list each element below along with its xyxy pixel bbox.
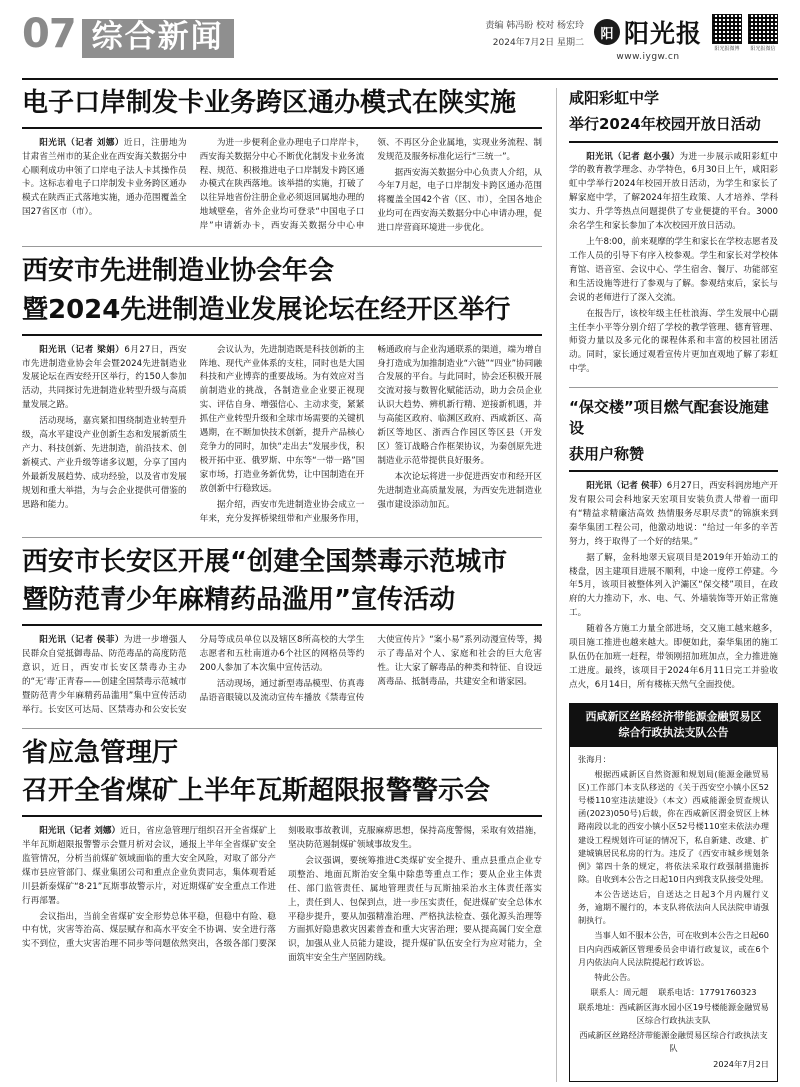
byline: 阳光讯: [586, 151, 614, 162]
byline-reporter: （记者 刘娜）: [66, 137, 124, 148]
notice-addressee: 张海月：: [578, 753, 611, 764]
paragraph-text: 为进一步增强人民群众自觉抵御毒品、防范毒品的高度防范意识，近日，西安市长安区禁毒办主办的“无‘毒’正青春——创建全国禁毒示范城市暨防范青少年麻精药品滥用”集中宣传活动举行。长安区可达局、区禁毒办和公安长安分局等成员单位以及辖区8所高校的大学生志愿者和五杜南道办6个社区的网格员等约200人参加了本次集中宣传活动。: [22, 635, 365, 715]
paragraph: 上午8:00，前来观摩的学生和家长在学校志愿者及工作人员的引导下有序入校参观。学生和家长对学校体育馆、语音室、会议中心、学生宿舍、餐厅、功能部室和生活设施等进行了参观与了解。参观结束后，家长与会说的老师进行了深入交流。: [569, 237, 778, 303]
notice-address-line-2: 西咸新区丝路经济带能源金融贸易区综合行政执法支队: [579, 1030, 768, 1054]
masthead: [22, 11, 778, 72]
paragraph-text: 6月27日，西安市先进制造业协会年会暨2024先进制造业发展论坛在西安经开区举行，约150人参加活动，共同探讨先进制造业转型升级与高质量发展之路。: [22, 344, 187, 411]
notice-address-line-1: 联系地址：西咸新区海水园小区19号楼能源金融贸易区综合行政执法支队: [578, 1002, 769, 1026]
article-manufacturing-forum: [22, 256, 542, 526]
sidebar-1-headline-line-1: 咸阳彩虹中学: [569, 89, 660, 107]
byline: 阳光讯: [39, 137, 67, 148]
divider: [22, 728, 542, 729]
sidebar-2-body: [569, 480, 778, 693]
credits-line-1: 责编 韩冯盼 校对 杨宏玲: [485, 21, 584, 31]
notice-paragraph: 当事人如不服本公告，可在收到本公告之日起60日内向西咸新区管理委员会申请行政复议，或在6个月内依法向人民法院提起行政诉讼。: [578, 930, 769, 967]
sidebar-article-gas-facility: [569, 397, 778, 693]
qr-weibo-caption: 阳光报微博: [714, 46, 740, 52]
website-url: www.iygw.cn: [616, 52, 680, 62]
article-2-headline-line-2: 暨2024先进制造业发展论坛在经开区举行: [22, 294, 511, 325]
paragraph: 随着各方施工力量全部进场，交又施工越来越多，项目施工推进也越来越大。即便如此，秦华集团的施工队伍仍在加班一赶程，带领刚招加班加点，全力推进施工进度。最终，该项目于2024年6月11日完工并验收点火，6月14日，所有楼栋天然气全面投使。: [569, 624, 778, 690]
paragraph: 据西安海关数据分中心负责人介绍，从今年7月起，电子口岸制发卡跨区通办范围将覆盖全国42个省（区、市），全国各地企业均可在西安海关数据分中心申请办理，促进口岸营商环境进一步优化。: [377, 167, 542, 234]
article-4-rule: [22, 815, 542, 817]
page-body: [22, 88, 778, 1082]
side-column: [556, 88, 778, 1082]
paragraph: [569, 480, 778, 550]
article-3-headline-line-2: 暨防范青少年麻精药品滥用”宣传活动: [22, 585, 456, 616]
paragraph: [569, 151, 778, 235]
paragraph: 本次论坛将进一步促进西安市和经开区先进制造业高质量发展，为西安先进制造业强市建设添动加瓦。: [377, 471, 542, 510]
logo-row: [594, 14, 702, 50]
byline-reporter: （记者 梁娟）: [66, 344, 125, 355]
paragraph: 活动现场，通过新型毒品模型、仿真毒品语音眼镜以及流动宣传车播放《禁毒宣传大使宣传片》“案小易”系列动漫宣传等，揭示了毒品对个人、家庭和社会的巨大危害性。让大家了解毒品的种类和特征、自设远离毒品、抵制毒品，共建安全和谐家园。: [199, 635, 542, 703]
article-1-headline: 电子口岸制发卡业务跨区通办模式在陕实施: [22, 88, 517, 118]
byline-reporter: （记者 刘娜）: [65, 826, 121, 836]
notice-contact-person: [578, 986, 769, 999]
section-title: 综合新闻: [82, 19, 234, 58]
notice-header-line-1: 西咸新区丝路经济带能源金融贸易区: [585, 709, 762, 723]
masthead-right: [485, 14, 778, 62]
byline: 阳光讯: [39, 635, 67, 646]
article-coal-mine-safety: [22, 738, 542, 967]
paragraph: 在报告厅，该校年级主任杜浪海、学生发展中心副主任李小平等分别介绍了学校的教学管理、德育管理、师资力量以及多元化的课程体系和丰富的校园社团活动。同时，家长通过观看宣传片更加直观地了解了彩虹中学。: [569, 308, 778, 375]
paragraph: 据了解，金科地翠天宸项目是2019年开始动工的楼盘，因主建项目进展不顺利，中途一度停工停建。今年5月，该项目被整体列入沪灞区“保交楼”项目，在政府的大力推动下，水、电、气、外墙装饰等开始正常施工。: [569, 552, 778, 619]
logo-text: 阳光报: [623, 19, 702, 48]
article-3-headline-line-1: 西安市长安区开展“创建全国禁毒示范城市: [22, 546, 508, 577]
qr-weibo: [712, 14, 742, 52]
article-4-body: [22, 825, 542, 966]
paragraph: 据介绍，西安市先进制造业协会成立一年来，充分发挥桥梁纽带和产业服务作用，畅通政府与企业沟通联系的渠道，端为增自身打造成为加推制造业“六链”“四业”协同融合发展的平台。与此同时，协会还积极开展交流对接与数智化赋能活动，助力会员企业认识大趋势、辨机新行精、逆接新机遇，并与高能区政府、临渊区政府、西咸新区、高新区等地区、浙西合作园区等区县（开发区）签订战略合作框架协议，为秦创原先进制造业示范带提供良好服务。: [199, 344, 542, 524]
masthead-left: [22, 11, 234, 58]
sidebar-2-headline-line-1: “保交楼”项目燃气配套设施建设: [569, 398, 769, 437]
sidebar-1-rule: [569, 141, 778, 143]
sidebar-2-headline-line-2: 获用户称赞: [569, 444, 645, 463]
article-2-body: [22, 344, 542, 527]
qr-wechat-caption: 阳光报微信: [750, 46, 776, 52]
paragraph: [22, 137, 187, 221]
paragraph-text: 近日，省应急管理厅组织召开全省煤矿上半年瓦斯超限报警警示会暨月析对会议，通报上半年全省煤矿安全监管情况，分析当前煤矿领域面临的重大安全风险，对取了部分产煤市县应管部门、煤业集团公司和重点企业负责同志，集体观看延川县新泰煤矿“8·21”瓦斯事故警示片，对近期煤矿安全重点工作进行再部署。: [22, 826, 276, 906]
paragraph-text: 6月27日，西安科润房地产开发有限公司会科地家天宏项目安装负责人带着一面印有“精益求精廉洁高效 热情服务尽职尽责”的锦旗来到秦华集团工程公司，他激动地说：“给过一年多的辛苦努力，终于取得了一个好的结果。”: [569, 481, 778, 547]
paragraph: 会议强调，要统筹推进C类煤矿安全提升、重点县重点企业专项整治、地面瓦斯治安全集中除患等重点工作；要从企业主体责任、部门监管责任、属地管理责任与瓦斯抽采治水主体责任落实上，责任到人、包保到点，进一步压实责任，促进煤矿安全总体水平稳步提升，要从加强精准治理、严格执法检查、强化源头治理等方面抓好隐患救灾因素普查和重大灾害治理；要从提高属门安全意识，加强从业人员能力建设，提升煤矿队伍安全行为应对能力，全面筑牢安全生产坚固防线。: [288, 855, 542, 964]
sidebar-2-rule: [569, 470, 778, 472]
article-1-body: [22, 137, 542, 236]
paragraph: [22, 825, 276, 909]
legal-notice-box: [569, 703, 778, 1082]
notice-paragraph: 特此公告。: [594, 971, 636, 982]
notice-date: 2024年7月2日: [713, 1058, 769, 1069]
paragraph: 会议认为，先进制造既是科技创新的主阵地、现代产业体系的支柱，同时也是大国科技和产业博弈的重要战场。为有效应对当前制造业的挑战，各制造业企业要正视现实、评估自身、增强信心、主动求变，紧紧抓住产业转型升级和全球市场需要的关键机遇期，在不断加快技术创新，提升产品核心竞争力的同时，加快“走出去”发展步伐，积极开拓中亚、俄罗斯、中东等“一带一路”国家市场，打造业务新优势，让中国制造在开放创新中行稳致远。: [199, 344, 365, 494]
notice-paragraph: 本公告送达后，自送达之日起3个月内履行义务，逾期不履行的，本支队将依法向人民法院申请强制执行。: [578, 889, 769, 926]
sidebar-1-headline-line-2: 举行2024年校园开放日活动: [569, 115, 761, 134]
article-2-headline-line-1: 西安市先进制造业协会年会: [22, 256, 335, 287]
paragraph-text: 为进一步展示咸阳彩虹中学的教育教学理念、办学特色，6月30日上午，咸阳彩虹中学举行2024年校园开放日活动，为学生和家长了解家庭中学，了解2024年招生政策、人才培养、学科实力、升学等热点问题提供了专业便捷的平台。3000余名学生和家长参加了本次校园开放日活动。: [569, 151, 778, 232]
masthead-rule: [22, 78, 778, 80]
editor-credits: [485, 14, 584, 52]
article-electronic-port-card: [22, 88, 542, 236]
article-3-rule: [22, 624, 542, 626]
article-3-body: [22, 634, 542, 718]
sidebar-1-body: [569, 151, 778, 378]
page-number: 07: [22, 11, 76, 57]
article-anti-drug-campaign: [22, 547, 542, 718]
credits-line-2: 2024年7月2日 星期二: [492, 38, 584, 49]
notice-header-line-2: 综合行政执法支队公告: [618, 726, 729, 740]
sun-logo-icon: 阳: [594, 19, 620, 45]
byline-reporter: （记者 侯菲）: [612, 481, 667, 491]
contact-phone-text: 联系电话：17791760323: [658, 986, 757, 997]
paragraph: 会议指出，当前全省煤矿安全形势总体平稳，但稳中有险、稳中有忧，灾害等治高、煤层赋存和高水平安全不协调、安全进行落实不到位，重大灾害治理不同步等问题依然突出，各级各部门要深刻吸取事故教训，克服麻痹思想，保持高度警惕，采取有效措施，坚决防范遏制煤矿领域事故发生。: [22, 826, 542, 950]
article-1-rule: [22, 127, 542, 129]
byline: 阳光讯: [39, 344, 67, 355]
qr-code-icon: [712, 14, 742, 44]
article-4-headline-line-2: 召开全省煤矿上半年瓦斯超限报警警示会: [22, 776, 491, 807]
byline-reporter: （记者 赵小强）: [613, 151, 680, 162]
qr-code-icon: [748, 14, 778, 44]
notice-header: [570, 704, 777, 747]
divider: [22, 246, 542, 247]
sidebar-article-school-open-day: [569, 88, 778, 377]
article-2-rule: [22, 334, 542, 336]
main-column: [22, 88, 542, 1082]
notice-body: [570, 747, 777, 1081]
byline: 阳光讯: [586, 481, 613, 491]
publication-logo: [594, 14, 702, 62]
byline: 阳光讯: [39, 826, 66, 836]
article-4-headline-line-1: 省应急管理厅: [22, 737, 179, 768]
divider: [569, 387, 778, 388]
paragraph: 为进一步便利企业办理电子口岸岸卡，西安海关数据分中心不断优化制发卡业务流程、规范、积极推进电子口岸制发卡跨区通办模式在陕西落地。该举措的实施，打破了以往异地省份注册企业必须返回属地办理的地域壁垒，省外企业均可登录“中国电子口岸”申请新办卡，西安海关数据分中心申领、不再区分企业属地，实现业务流程、制发规范及服务标准化运行“三统一”。: [199, 137, 542, 232]
paragraph-text: 近日，注册地为甘肃省兰州市的某企业在西安海关数据分中心顺利成功申领了口岸电子法人卡其操作员卡。这标志着电子口岸制发卡业务跨区通办模式在陕西正式落地实施，通办范围覆盖全国27省区市（市）。: [22, 137, 187, 218]
paragraph: [22, 344, 187, 414]
contact-person-text: 联系人：周元超: [590, 986, 648, 997]
notice-paragraph: 根据西咸新区自然资源和规划局(能源金融贸易区)工作部门本支队移送的《关于西安空小镇小区52号楼110室违法建设》（本文）西咸能源金贸查规认函(2023)050号)后载，你在西咸新区渭金贸区上林路南段以北的西安小镇小区52号楼110室未依法办理建设工程规划许可证的情况下，私自新建、改建、扩建城镇居民私房的行为。违反了《西安市城乡规划条例》第四十条的规定，将依法采取行政强制措施拆除。自收到本公告之日起10日内到我支队接受处理。: [578, 768, 769, 884]
paragraph: 活动现场，嘉宾紧扣围绕制造业转型升级，高水平建设产业创新生态和发展新质生产力、科技创新、先进制造，前沿技术、创新模式、产业升级等诸多议题，分享了国内外最新发展趋势、成功经验，以及省市发展规划和重大举措，为与会企业提供可借鉴的思路和能力。: [22, 416, 187, 510]
qr-codes: [712, 14, 778, 52]
qr-wechat: [748, 14, 778, 52]
byline-reporter: （记者 侯菲）: [66, 635, 124, 646]
divider: [22, 537, 542, 538]
